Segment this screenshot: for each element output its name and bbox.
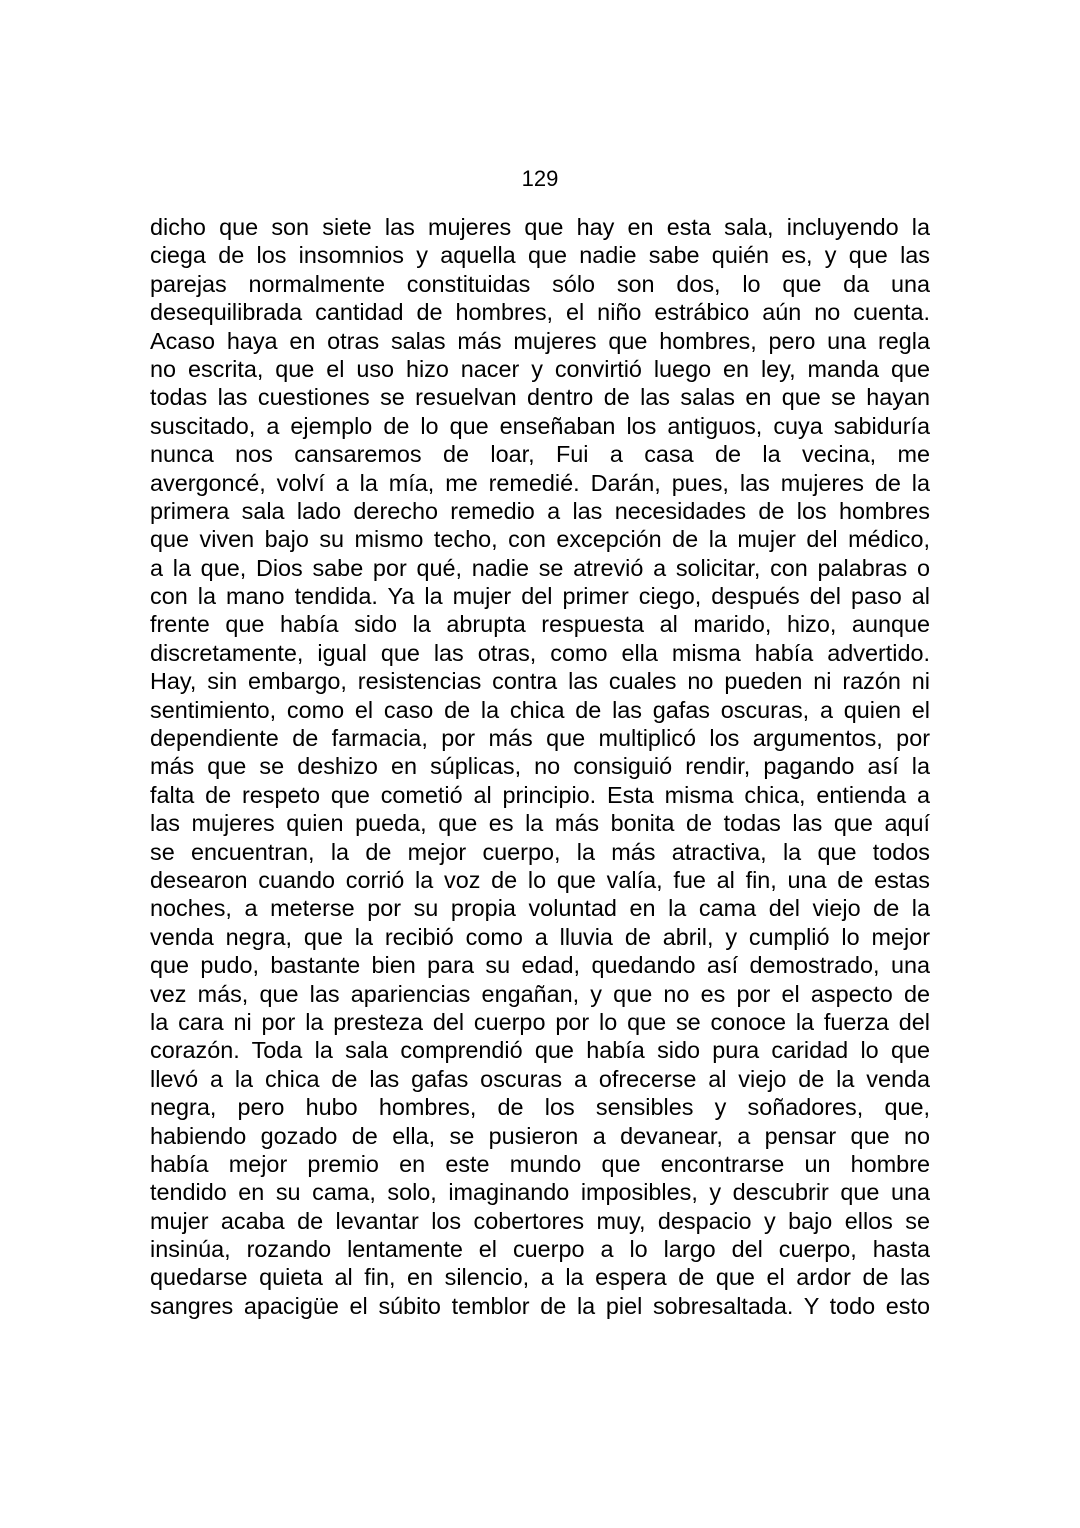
text-line: nunca nos cansaremos de loar, Fui a casa de la vecina, me	[150, 441, 930, 468]
text-line: corazón. Toda la sala comprendió que había sido pura caridad lo que	[150, 1037, 930, 1064]
text-line: sangres apacigüe el súbito temblor de la piel sobresaltada. Y todo esto	[150, 1292, 930, 1319]
text-line: la cara ni por la presteza del cuerpo por lo que se conoce la fuerza del	[150, 1008, 930, 1035]
text-line: que viven bajo su mismo techo, con excepción de la mujer del médico,	[150, 526, 930, 553]
text-line: habiendo gozado de ella, se pusieron a devanear, a pensar que no	[150, 1122, 930, 1149]
text-line: que pudo, bastante bien para su edad, quedando así demostrado, una	[150, 952, 930, 979]
text-line: dicho que son siete las mujeres que hay en esta sala, incluyendo la	[150, 214, 930, 240]
text-line: con la mano tendida. Ya la mujer del primer ciego, después del paso al	[150, 583, 930, 610]
text-line: no escrita, que el uso hizo nacer y convirtió luego en ley, manda que	[150, 355, 930, 382]
text-line: dependiente de farmacia, por más que multiplicó los argumentos, por	[150, 725, 930, 752]
text-line: parejas normalmente constituidas sólo son dos, lo que da una	[150, 270, 930, 297]
text-line: mujer acaba de levantar los cobertores muy, despacio y bajo ellos se	[150, 1207, 930, 1234]
text-line: llevó a la chica de las gafas oscuras a ofrecerse al viejo de la venda	[150, 1065, 930, 1092]
text-line: negra, pero hubo hombres, de los sensibles y soñadores, que,	[150, 1094, 930, 1121]
text-line: vez más, que las apariencias engañan, y que no es por el aspecto de	[150, 980, 930, 1007]
text-line: las mujeres quien pueda, que es la más bonita de todas las que aquí	[150, 810, 930, 837]
text-line: había mejor premio en este mundo que encontrarse un hombre	[150, 1150, 930, 1177]
text-line: suscitado, a ejemplo de lo que enseñaban los antiguos, cuya sabiduría	[150, 412, 930, 439]
text-line: ciega de los insomnios y aquella que nadie sabe quién es, y que las	[150, 242, 930, 269]
text-line: más que se deshizo en súplicas, no consiguió rendir, pagando así la	[150, 753, 930, 780]
text-line: desearon cuando corrió la voz de lo que valía, fue al fin, una de estas	[150, 866, 930, 893]
page-number: 129	[521, 166, 559, 191]
text-line: frente que había sido la abrupta respuesta al marido, hizo, aunque	[150, 611, 930, 638]
text-line: avergoncé, volví a la mía, me remedié. Darán, pues, las mujeres de la	[150, 469, 930, 496]
text-line: noches, a meterse por su propia voluntad en la cama del viejo de la	[150, 895, 930, 922]
text-line: discretamente, igual que las otras, como ella misma había advertido.	[150, 639, 930, 666]
text-line: Acaso haya en otras salas más mujeres que hombres, pero una regla	[150, 327, 930, 354]
text-line: falta de respeto que cometió al principio. Esta misma chica, entienda a	[150, 781, 930, 808]
text-line: a la que, Dios sabe por qué, nadie se atrevió a solicitar, con palabras o	[150, 554, 930, 581]
text-line: primera sala lado derecho remedio a las necesidades de los hombres	[150, 497, 930, 524]
text-line: tendido en su cama, solo, imaginando imposibles, y descubrir que una	[150, 1179, 930, 1206]
body-paragraph	[150, 213, 930, 1320]
text-line: quedarse quieta al fin, en silencio, a la espera de que el ardor de las	[150, 1264, 930, 1291]
text-line: sentimiento, como el caso de la chica de las gafas oscuras, a quien el	[150, 696, 930, 723]
text-line: venda negra, que la recibió como a lluvia de abril, y cumplió lo mejor	[150, 923, 930, 950]
text-line: todas las cuestiones se resuelvan dentro de las salas en que se hayan	[150, 384, 930, 411]
text-line: insinúa, rozando lentamente el cuerpo a lo largo del cuerpo, hasta	[150, 1236, 930, 1263]
text-line: Hay, sin embargo, resistencias contra las cuales no pueden ni razón ni	[150, 668, 930, 695]
text-line: se encuentran, la de mejor cuerpo, la más atractiva, la que todos	[150, 838, 930, 865]
text-line: desequilibrada cantidad de hombres, el niño estrábico aún no cuenta.	[150, 299, 930, 326]
